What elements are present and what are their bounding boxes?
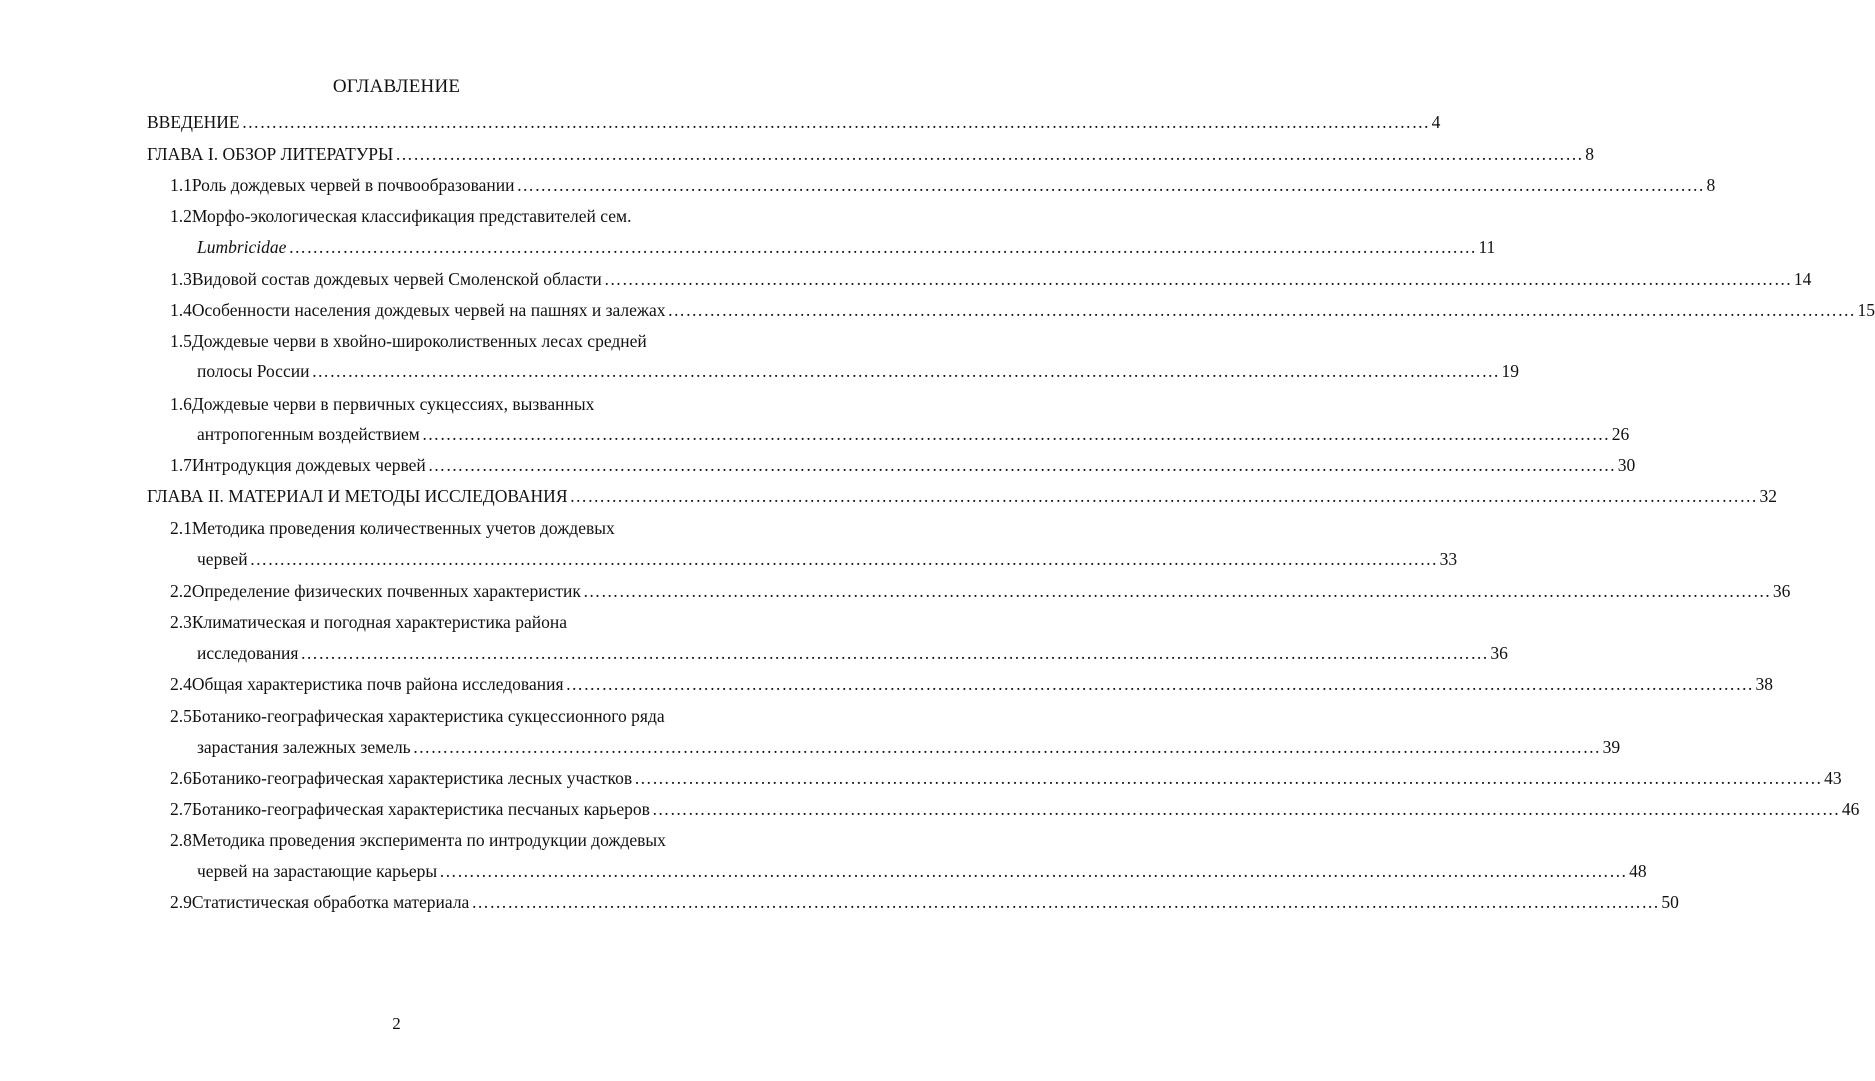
toc-page-number: 32 — [1759, 486, 1777, 506]
section-number: 2.5 — [170, 706, 192, 726]
toc-page-number: 30 — [1617, 455, 1636, 475]
toc-page-number: 8 — [1706, 175, 1716, 195]
toc-entry-text: Климатическая и погодная характеристика района — [191, 612, 567, 632]
toc-entry-text: Дождевые черви в первичных сукцессиях, вызванных — [191, 394, 595, 414]
toc-entry-text: Общая характеристика почв района исследования — [191, 674, 564, 694]
toc-page-number: 36 — [1490, 643, 1508, 663]
toc-page-number: 48 — [1629, 861, 1647, 881]
toc-entry-text: Ботанико-географическая характеристика песчаных карьеров — [191, 799, 650, 819]
toc-entry-2-5-line1[interactable] — [170, 703, 754, 729]
toc-entry-1-5-line1[interactable] — [170, 328, 754, 354]
toc-entry-2-5-line2[interactable] — [197, 734, 1621, 760]
toc-page-number: 46 — [1841, 799, 1860, 819]
toc-entry-text: Методика проведения эксперимента по интродукции дождевых — [191, 830, 666, 850]
toc-entry-text: зарастания залежных земель — [197, 737, 411, 757]
toc-entry-1-2-line2[interactable] — [197, 234, 1496, 260]
section-number: 2.2 — [170, 581, 192, 601]
toc-entry-intro[interactable] — [147, 109, 1441, 135]
toc-entry-chapter-2[interactable] — [147, 483, 1777, 509]
toc-entry-2-7[interactable] — [170, 796, 1860, 822]
leader-dots — [566, 671, 1754, 697]
section-number: 2.7 — [170, 799, 192, 819]
toc-entry-text: ГЛАВА I. ОБЗОР ЛИТЕРАТУРЫ — [147, 144, 394, 164]
toc-entry-text: Дождевые черви в хвойно-широколиственных лесах средней — [191, 331, 647, 351]
toc-entry-2-2[interactable] — [170, 578, 1791, 604]
leader-dots — [395, 141, 1583, 167]
toc-entry-1-6-line1[interactable] — [170, 391, 754, 417]
toc-entry-2-4[interactable] — [170, 671, 1773, 697]
section-number: 1.6 — [170, 394, 192, 414]
section-number: 1.2 — [170, 206, 192, 226]
toc-entry-text: ГЛАВА II. МАТЕРИАЛ И МЕТОДЫ ИССЛЕДОВАНИЯ — [147, 486, 568, 506]
leader-dots — [634, 765, 1822, 791]
toc-entry-text: Ботанико-географическая характеристика сукцессионного ряда — [191, 706, 665, 726]
page-footer-number: 2 — [392, 1014, 401, 1033]
toc-entry-text: Lumbricidae — [197, 237, 287, 257]
toc-entry-1-4[interactable] — [170, 297, 1875, 323]
toc-entry-text: червей — [197, 549, 248, 569]
toc-entry-text: Методика проведения количественных учетов дождевых — [191, 518, 615, 538]
leader-dots — [652, 796, 1840, 822]
section-number: 1.7 — [170, 455, 192, 475]
toc-entry-text: Статистическая обработка материала — [191, 892, 470, 912]
toc-title: ОГЛАВЛЕНИЕ — [332, 76, 461, 97]
section-number: 1.4 — [170, 300, 192, 320]
toc-entry-2-6[interactable] — [170, 765, 1842, 791]
leader-dots — [517, 172, 1705, 198]
section-number: 1.3 — [170, 269, 192, 289]
toc-entry-2-9[interactable] — [170, 889, 1679, 915]
toc-page-number: 4 — [1431, 112, 1441, 132]
toc-page-number: 15 — [1857, 300, 1875, 320]
toc-entry-text: полосы России — [197, 361, 310, 381]
toc-entry-text: исследования — [197, 643, 299, 663]
leader-dots — [583, 578, 1771, 604]
toc-entry-2-1-line2[interactable] — [197, 546, 1458, 572]
toc-entry-1-5-line2[interactable] — [197, 358, 1519, 384]
toc-entry-1-1[interactable] — [170, 172, 1716, 198]
section-number: 1.1 — [170, 175, 192, 195]
section-number: 2.6 — [170, 768, 192, 788]
toc-entry-text: ВВЕДЕНИЕ — [147, 112, 240, 132]
toc-entry-text: Видовой состав дождевых червей Смоленской области — [191, 269, 602, 289]
section-number: 1.5 — [170, 331, 192, 351]
toc-page-number: 8 — [1585, 144, 1594, 164]
leader-dots — [300, 640, 1488, 666]
toc-entry-1-6-line2[interactable] — [197, 421, 1630, 447]
leader-dots — [471, 889, 1659, 915]
leader-dots — [250, 546, 1438, 572]
leader-dots — [413, 734, 1601, 760]
leader-dots — [439, 858, 1627, 884]
toc-entry-text: Роль дождевых червей в почвообразовании — [191, 175, 515, 195]
leader-dots — [604, 266, 1792, 292]
toc-entry-text: Ботанико-географическая характеристика лесных участков — [191, 768, 633, 788]
leader-dots — [311, 358, 1499, 384]
leader-dots — [288, 234, 1476, 260]
section-number: 2.4 — [170, 674, 192, 694]
toc-entry-text: Морфо-экологическая классификация представителей сем. — [191, 206, 632, 226]
toc-entry-2-1-line1[interactable] — [170, 515, 754, 541]
toc-page-number: 11 — [1478, 237, 1496, 257]
toc-page-number: 26 — [1611, 424, 1630, 444]
section-number: 2.3 — [170, 612, 192, 632]
toc-entry-1-7[interactable] — [170, 452, 1636, 478]
toc-page-number: 14 — [1793, 269, 1812, 289]
leader-dots — [428, 452, 1616, 478]
toc-entry-2-3-line2[interactable] — [197, 640, 1508, 666]
toc-entry-1-2-line1[interactable] — [170, 203, 754, 229]
toc-page-number: 33 — [1439, 549, 1458, 569]
toc-entry-text: Интродукция дождевых червей — [191, 455, 426, 475]
section-number: 2.1 — [170, 518, 192, 538]
toc-page-number: 39 — [1602, 737, 1621, 757]
toc-page-number: 50 — [1661, 892, 1679, 912]
leader-dots — [242, 109, 1430, 135]
leader-dots — [570, 483, 1758, 509]
toc-entry-1-3[interactable] — [170, 266, 1812, 292]
toc-entry-text: Особенности населения дождевых червей на пашнях и залежах — [191, 300, 666, 320]
toc-entry-text: Определение физических почвенных характеристик — [191, 581, 581, 601]
toc-entry-text: антропогенным воздействием — [197, 424, 420, 444]
toc-entry-2-8-line1[interactable] — [170, 827, 754, 853]
section-number: 2.9 — [170, 892, 192, 912]
leader-dots — [422, 421, 1610, 447]
leader-dots — [668, 297, 1856, 323]
toc-page-number: 19 — [1501, 361, 1519, 381]
toc-page-number: 43 — [1824, 768, 1842, 788]
toc-entry-2-3-line1[interactable] — [170, 609, 754, 635]
toc-page-number: 36 — [1772, 581, 1791, 601]
toc-page-number: 38 — [1755, 674, 1773, 694]
section-number: 2.8 — [170, 830, 192, 850]
toc-entry-2-8-line2[interactable] — [197, 858, 1647, 884]
toc-entry-text: червей на зарастающие карьеры — [197, 861, 438, 881]
toc-entry-chapter-1[interactable] — [147, 141, 1594, 167]
